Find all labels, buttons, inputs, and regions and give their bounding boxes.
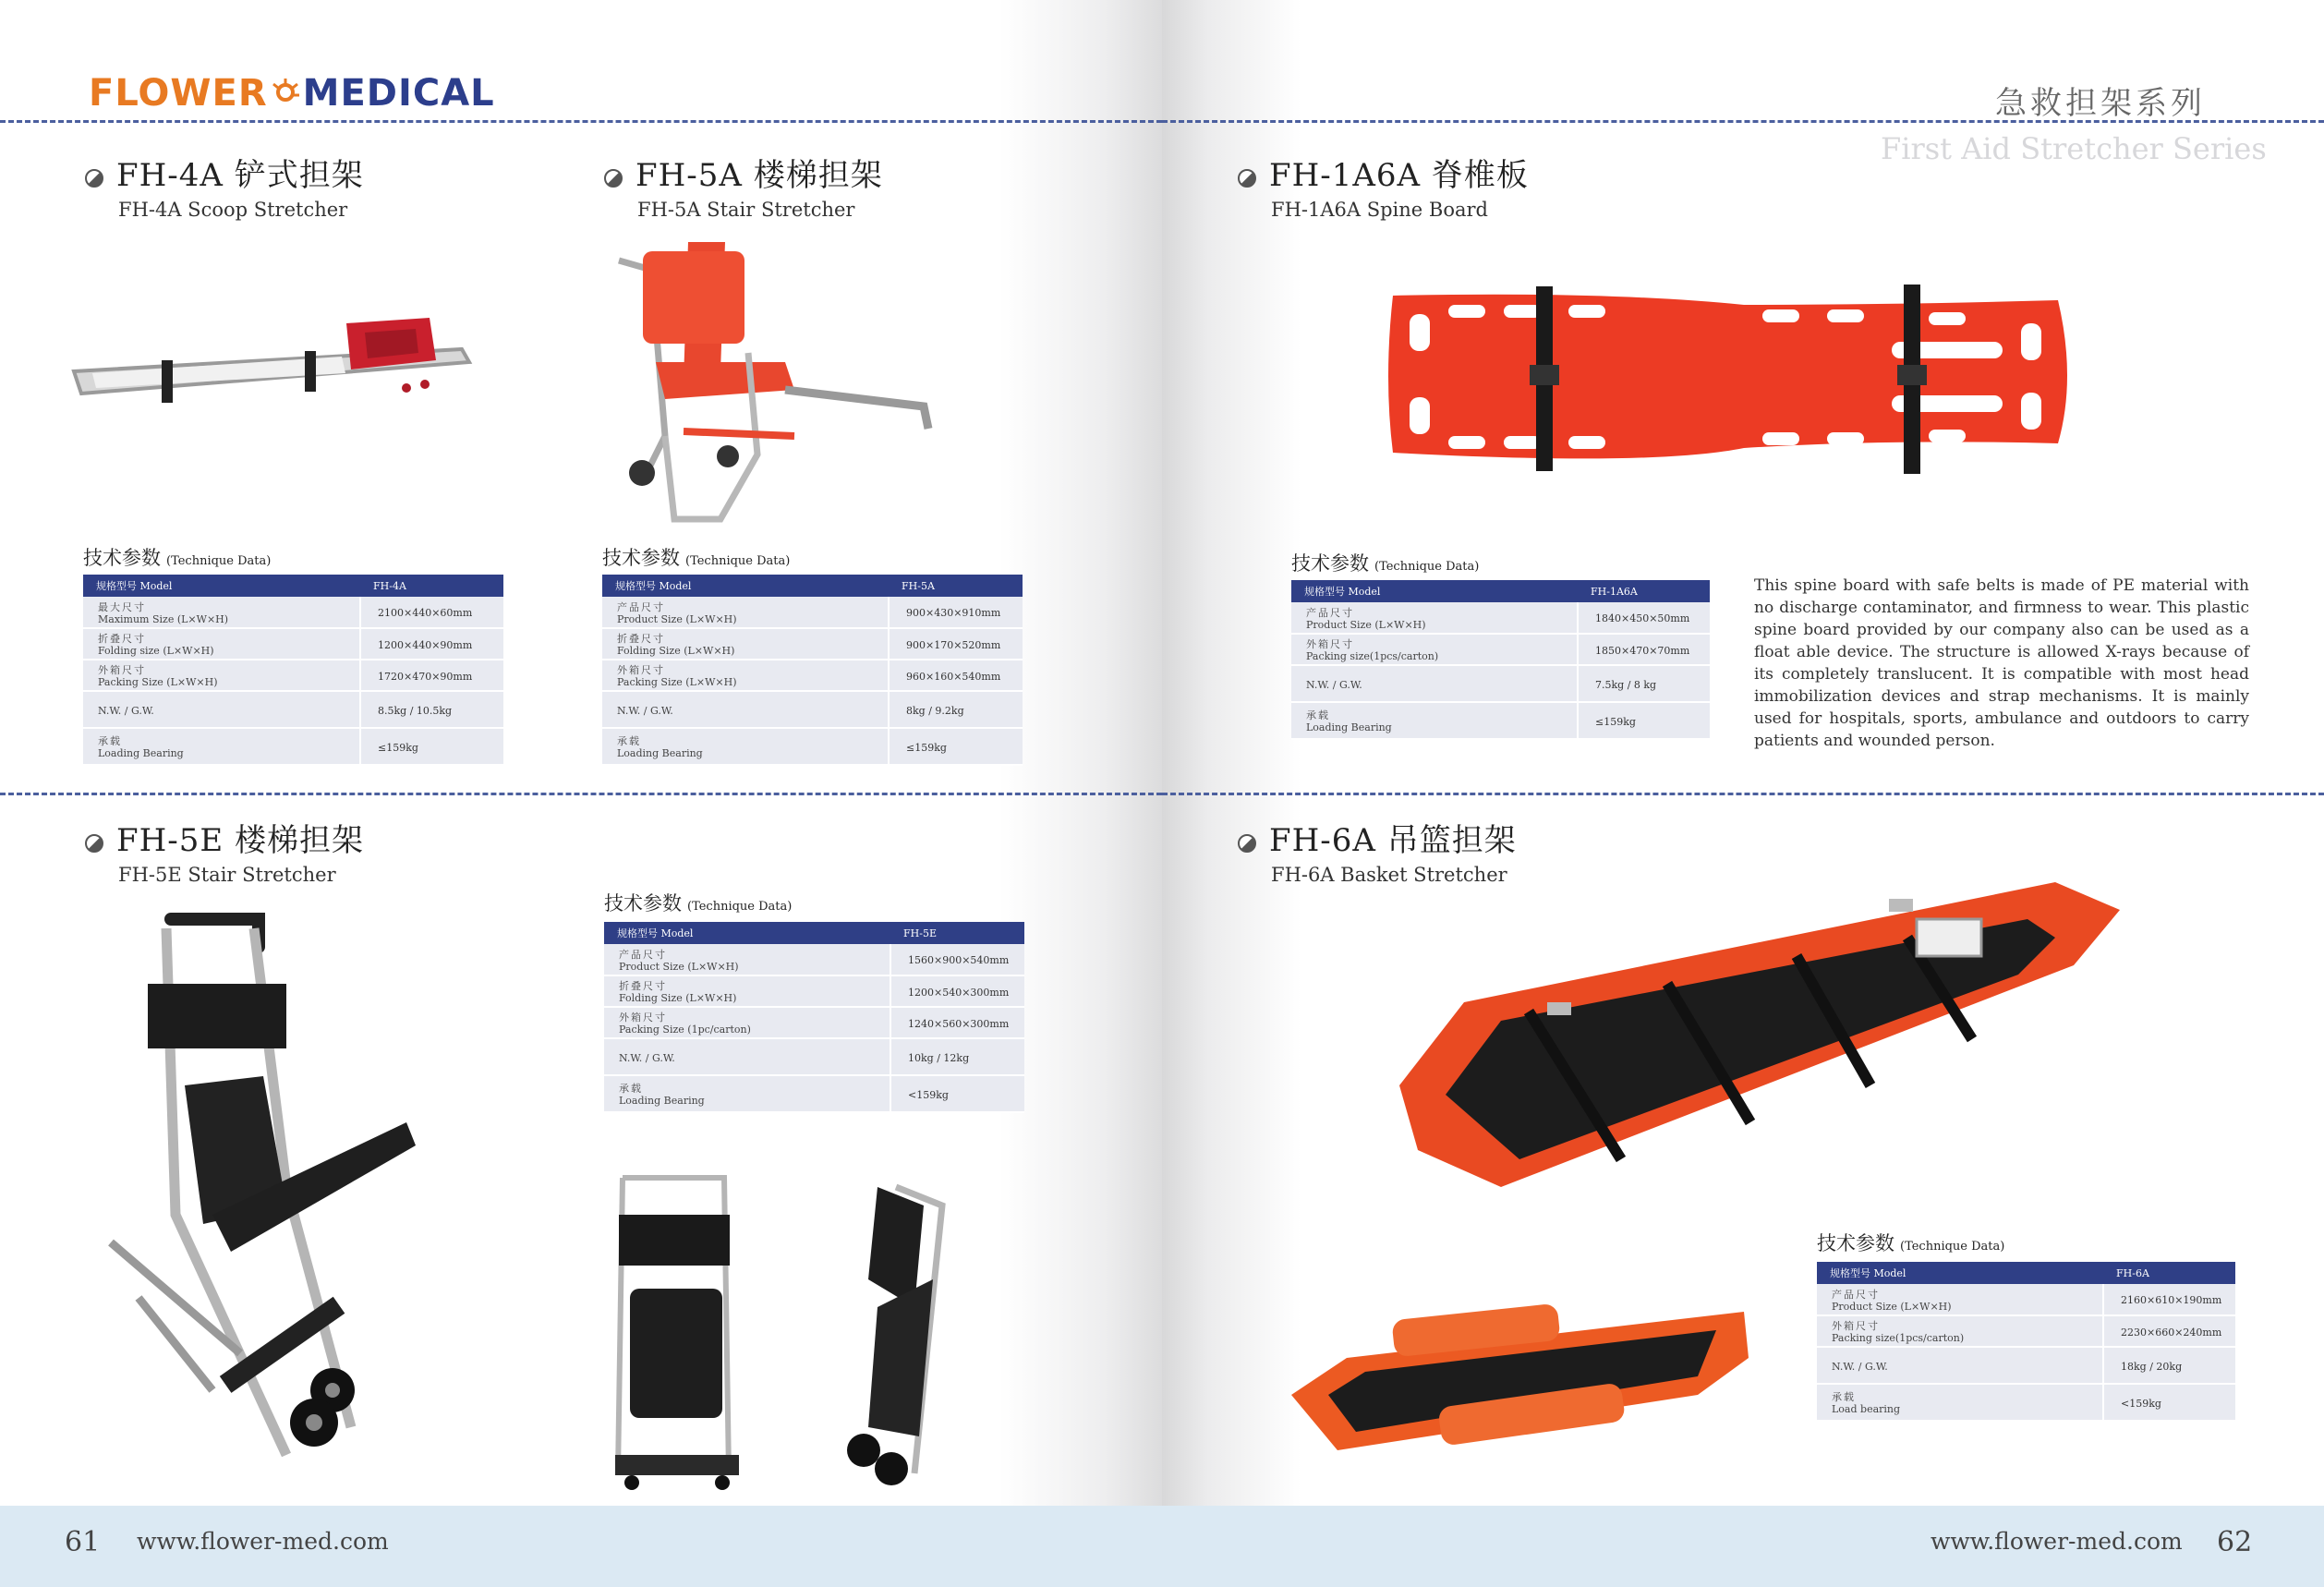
fh6a-tech-label: 技术参数 (Technique Data) (1817, 1232, 2005, 1254)
left-footer-url[interactable]: www.flower-med.com (137, 1528, 389, 1555)
fh4a-subtitle: FH-4A Scoop Stretcher (118, 199, 348, 221)
table-header-row: 规格型号 Model FH-4A (83, 575, 503, 597)
table-row: 产品尺寸 Product Size (L×W×H) 1840×450×50mm (1291, 602, 1710, 634)
table-row: 产品尺寸 Product Size (L×W×H) 900×430×910mm (602, 597, 1023, 628)
fh1a6a-tech-label: 技术参数 (Technique Data) (1291, 552, 1480, 575)
fh4a-tech-label: 技术参数 (Technique Data) (83, 547, 272, 569)
fh1a6a-subtitle: FH-1A6A Spine Board (1271, 199, 1488, 221)
fh5e-folded-front-image (613, 1178, 743, 1492)
table-row: 折叠尺寸 Folding size (L×W×H) 1200×440×90mm (83, 628, 503, 660)
fh5e-spec-table (604, 922, 1024, 1113)
table-row: N.W. / G.W. 8.5kg / 10.5kg (83, 691, 503, 728)
table-row: 承载 Load bearing <159kg (1817, 1384, 2235, 1421)
fh1a6a-spec-table (1291, 580, 1710, 740)
fh6a-subtitle: FH-6A Basket Stretcher (1271, 864, 1507, 886)
left-page-number: 61 (65, 1526, 101, 1558)
section-bullet-icon (1238, 169, 1256, 188)
table-row: 折叠尺寸 Folding Size (L×W×H) 900×170×520mm (602, 628, 1023, 660)
fh4a-spec-table (83, 575, 503, 766)
table-row: 外箱尺寸 Packing size(1pcs/carton) 2230×660×240mm (1817, 1315, 2235, 1347)
fh1a6a-spine-board-image (1374, 277, 2086, 480)
table-row: 产品尺寸 Product Size (L×W×H) 2160×610×190mm (1817, 1284, 2235, 1315)
fh4a-section-title: FH-4A 铲式担架 FH-4A Scoop Stretcher (85, 150, 364, 221)
logo-word-medical: MEDICAL (302, 72, 495, 115)
table-row: 外箱尺寸 Packing Size (L×W×H) 1720×470×90mm (83, 660, 503, 691)
table-row: 承载 Loading Bearing <159kg (604, 1075, 1024, 1112)
right-page-number: 62 (2217, 1526, 2253, 1558)
table-row: 折叠尺寸 Folding Size (L×W×H) 1200×540×300mm (604, 975, 1024, 1007)
company-logo (89, 72, 495, 115)
table-row: 承载 Loading Bearing ≤159kg (602, 728, 1023, 765)
series-title-cn: 急救担架系列 (1995, 85, 2206, 122)
table-row: 外箱尺寸 Packing size(1pcs/carton) 1850×470×70mm (1291, 634, 1710, 665)
logo-sun-icon (270, 77, 301, 108)
fh1a6a-description: This spine board with safe belts is made of PE material with no discharge contaminator, and firmness to wear. This plastic spine board provided by our company also can be used as a float able device. The structure is allowed X-rays because of its completely translucent. It is compatible with most head immobilization devices and strap mechanisms. It is mainly used for hospitals, sports, ambulance and outdoors to carry patients and wounded person. (1754, 576, 2249, 750)
table-header-row: 规格型号 Model FH-5A (602, 575, 1023, 597)
fh5e-folded-side-image (841, 1178, 998, 1492)
table-header-row: 规格型号 Model FH-5E (604, 922, 1024, 944)
table-row: 产品尺寸 Product Size (L×W×H) 1560×900×540mm (604, 944, 1024, 975)
section-bullet-icon (85, 834, 103, 853)
table-row: 承载 Loading Bearing ≤159kg (1291, 702, 1710, 739)
fh5a-section-title: FH-5A 楼梯担架 FH-5A Stair Stretcher (604, 150, 883, 221)
middle-divider (1162, 793, 2324, 795)
header-divider (0, 120, 1162, 123)
fh5e-stair-chair-image (102, 910, 490, 1483)
fh6a-folded-basket-image (1282, 1293, 1753, 1460)
middle-divider (0, 793, 1162, 795)
table-row: 外箱尺寸 Packing Size (L×W×H) 960×160×540mm (602, 660, 1023, 691)
table-header-row: 规格型号 Model FH-6A (1817, 1262, 2235, 1284)
fh5a-stair-chair-image (610, 242, 942, 528)
section-bullet-icon (1238, 834, 1256, 853)
section-bullet-icon (604, 169, 623, 188)
section-bullet-icon (85, 169, 103, 188)
table-row: N.W. / G.W. 10kg / 12kg (604, 1038, 1024, 1075)
table-row: 外箱尺寸 Packing Size (1pc/carton) 1240×560×300mm (604, 1007, 1024, 1038)
series-title-en: First Aid Stretcher Series (1881, 131, 2267, 166)
fh6a-section-title: FH-6A 吊篮担架 FH-6A Basket Stretcher (1238, 815, 1517, 886)
right-footer-url[interactable]: www.flower-med.com (1931, 1528, 2183, 1555)
fh5a-spec-table (602, 575, 1023, 766)
logo-word-flower: FLOWER (89, 72, 268, 115)
fh5a-tech-label: 技术参数 (Technique Data) (602, 547, 791, 569)
fh4a-scoop-stretcher-image (65, 305, 471, 443)
table-row: N.W. / G.W. 8kg / 9.2kg (602, 691, 1023, 728)
fh5e-section-title: FH-5E 楼梯担架 FH-5E Stair Stretcher (85, 815, 364, 886)
table-row: 最大尺寸 Maximum Size (L×W×H) 2100×440×60mm (83, 597, 503, 628)
table-header-row: 规格型号 Model FH-1A6A (1291, 580, 1710, 602)
fh6a-basket-stretcher-image (1390, 873, 2129, 1196)
fh1a6a-section-title: FH-1A6A 脊椎板 FH-1A6A Spine Board (1238, 150, 1529, 221)
fh5e-tech-label: 技术参数 (Technique Data) (604, 892, 793, 915)
table-row: 承载 Loading Bearing ≤159kg (83, 728, 503, 765)
table-row: N.W. / G.W. 7.5kg / 8 kg (1291, 665, 1710, 702)
table-row: N.W. / G.W. 18kg / 20kg (1817, 1347, 2235, 1384)
fh5e-subtitle: FH-5E Stair Stretcher (118, 864, 336, 886)
fh5a-subtitle: FH-5A Stair Stretcher (637, 199, 855, 221)
fh6a-spec-table (1817, 1262, 2235, 1422)
